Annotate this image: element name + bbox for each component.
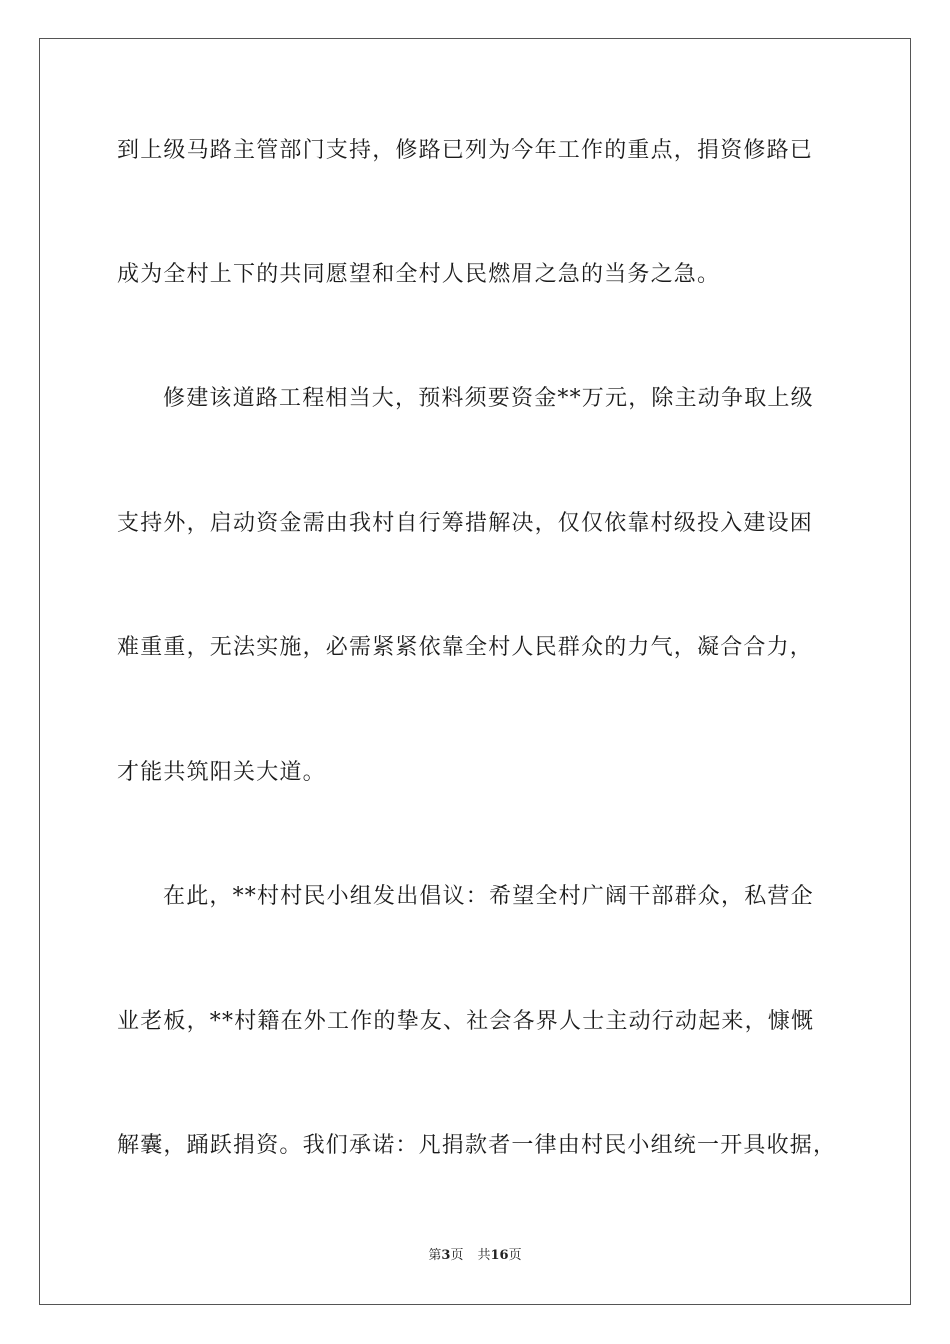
text-line: 成为全村上下的共同愿望和全村人民燃眉之急的当务之急。 xyxy=(117,262,721,287)
text-line: 解囊，踊跃捐资。我们承诺：凡捐款者一律由村民小组统一开具收据， xyxy=(117,1133,837,1158)
text-line: 到上级马路主管部门支持，修路已列为今年工作的重点，捐资修路已 xyxy=(117,138,814,163)
paragraph-first-line: 修建该道路工程相当大，预料须要资金**万元，除主动争取上级 xyxy=(163,386,814,411)
total-prefix: 共 xyxy=(477,1248,491,1263)
total-suffix: 页 xyxy=(508,1248,522,1263)
total-pages: 16 xyxy=(490,1248,509,1263)
text-line: 支持外，启动资金需由我村自行筹措解决，仅仅依靠村级投入建设困 xyxy=(117,511,814,536)
text-line: 业老板，**村籍在外工作的挚友、社会各界人士主动行动起来，慷慨 xyxy=(117,1009,815,1034)
page-border xyxy=(39,38,911,1305)
text-line: 难重重，无法实施，必需紧紧依靠全村人民群众的力气，凝合合力， xyxy=(117,635,814,660)
page-prefix: 第 xyxy=(428,1248,442,1263)
page-footer xyxy=(0,1247,950,1265)
paragraph-first-line: 在此，**村村民小组发出倡议：希望全村广阔干部群众，私营企 xyxy=(163,884,814,909)
page-suffix: 页 xyxy=(450,1248,464,1263)
page-number: 3 xyxy=(441,1248,451,1263)
text-line: 才能共筑阳关大道。 xyxy=(117,760,326,785)
